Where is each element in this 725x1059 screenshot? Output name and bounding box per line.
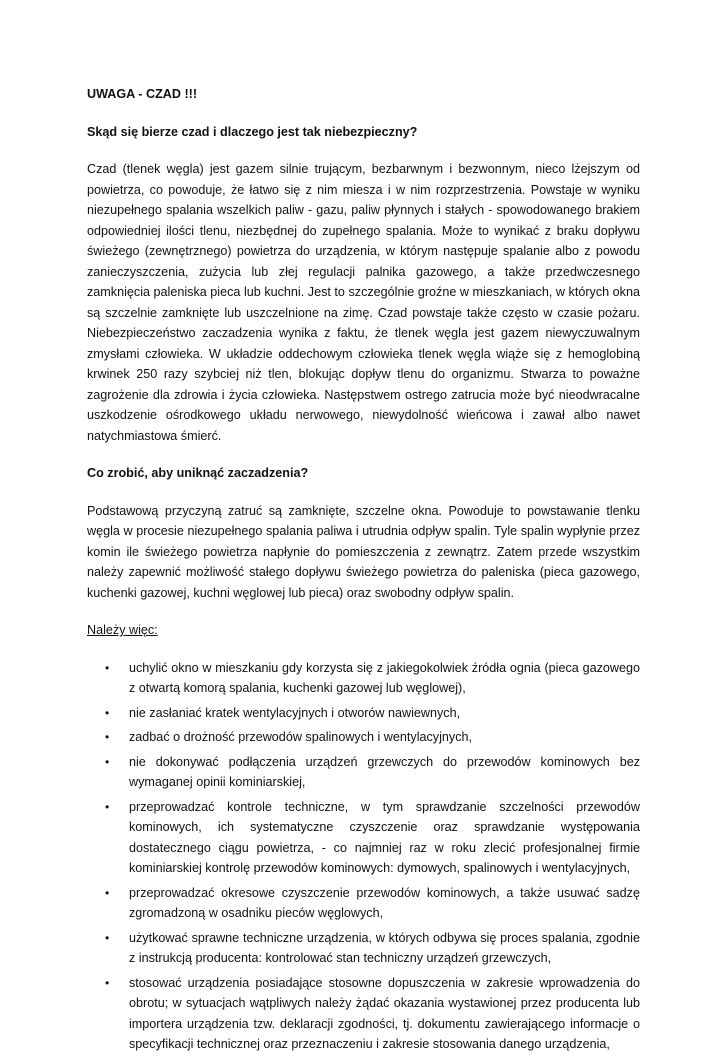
list-item xyxy=(87,703,640,724)
list-item xyxy=(87,658,640,699)
list-item-text: użytkować sprawne techniczne urządzenia, w których odbywa się proces spalania, zgodnie z instrukcją producenta: kontrolować stan techniczny urządzeń grzewczych, xyxy=(129,930,640,965)
document-title: UWAGA - CZAD !!! xyxy=(87,87,198,101)
list-item xyxy=(87,973,640,1055)
bullet-icon: • xyxy=(105,799,110,814)
section-heading-prevention: Co zrobić, aby uniknąć zaczadzenia? xyxy=(87,466,309,480)
list-item-text: zadbać o drożność przewodów spalinowych i wentylacyjnych, xyxy=(129,730,473,744)
list-item-text: uchylić okno w mieszkaniu gdy korzysta się z jakiegokolwiek źródła ognia (pieca gazowego z otwartą komorą spalania, kuchenki gazowej lub węglowej), xyxy=(129,660,640,695)
list-item xyxy=(87,797,640,879)
paragraph-prevention: Podstawową przyczyną zatruć są zamknięte, szczelne okna. Powoduje to powstawanie tlenku węgla w procesie niezupełnego spalania paliwa i utrudnia odpływ spalin. Tyle spalin wypłynie przez komin ile świeżego powietrza napłynie do pomieszczenia z zewnątrz. Zatem przede wszystkim należy zapewnić możliwość stałego dopływu świeżego powietrza do paleniska (pieca gazowego, kuchenki gazowej, kuchni węglowej lub pieca) oraz swobodny odpływ spalin. xyxy=(87,503,640,600)
bullet-icon: • xyxy=(105,705,110,720)
document-page xyxy=(87,84,640,1059)
bullet-icon: • xyxy=(105,975,110,990)
list-item-text: nie dokonywać podłączenia urządzeń grzewczych do przewodów kominowych bez wymaganej opinii kominiarskiej, xyxy=(129,754,640,789)
section-heading-origin: Skąd się bierze czad i dlaczego jest tak niebezpieczny? xyxy=(87,124,418,139)
bullet-icon: • xyxy=(105,730,110,744)
list-item-text: przeprowadzać kontrole techniczne, w tym sprawdzanie szczelności przewodów kominowych, ich systematyczne czyszczenie oraz sprawdzanie występowania dostatecznego ciągu powietrza, - co najmniej raz w roku zlecić profesjonalnej firmie kominiarskiej kontrolę przewodów kominowych: dymowych, spalinowych i wentylacyjnych, xyxy=(129,799,640,875)
recommendations-list xyxy=(87,658,640,1055)
list-item xyxy=(87,752,640,793)
list-item-text: stosować urządzenia posiadające stosowne dopuszczenia w zakresie wprowadzenia do obrotu; w sytuacjach wątpliwych należy żądać okazania wystawionej przez producenta lub importera urządzenia tzw. deklaracji zgodności, tj. dokumentu zawierającego informacje o specyfikacji technicznej oraz przeznaczeniu i zakresie stosowania danego urządzenia, xyxy=(129,975,640,1051)
bullet-icon: • xyxy=(105,660,110,675)
paragraph-co-description: Czad (tlenek węgla) jest gazem silnie trującym, bezbarwnym i bezwonnym, nieco lżejszym od powietrza, co powoduje, że łatwo się z nim miesza i w nim rozprzestrzenia. Powstaje w wyniku niezupełnego spalania wszelkich paliw - gazu, paliw płynnych i stałych - spowodowanego brakiem odpowiedniej ilości tlenu, niezbędnej do zupełnego spalania. Może to wynikać z braku dopływu świeżego (zewnętrznego) powietrza do urządzenia, w którym następuje spalanie albo z powodu zanieczyszczenia, zużycia lub złej regulacji palnika gazowego, a także przedwczesnego zamknięcia paleniska pieca lub kuchni. Jest to szczególnie groźne w mieszkaniach, w których okna są szczelnie zamknięte lub uszczelnione na zimę. Czad powstaje także często w czasie pożaru. Niebezpieczeństwo zaczadzenia wynika z faktu, że tlenek węgla jest gazem niewyczuwalnym zmysłami człowieka. W układzie oddechowym człowieka tlenek węgla wiąże się z hemoglobiną krwinek 250 razy szybciej niż tlen, blokując dopływ tlenu do organizmu. Stwarza to poważne zagrożenie dla zdrowia i życia człowieka. Następstwem ostrego zatrucia może być nieodwracalne uszkodzenie ośrodkowego układu nerwowego, niewydolność wieńcowa i zawał albo nawet natychmiastowa śmierć. xyxy=(87,162,640,443)
bullet-icon: • xyxy=(105,930,110,945)
bullet-icon: • xyxy=(105,885,110,900)
list-item-text: przeprowadzać okresowe czyszczenie przewodów kominowych, a także usuwać sadzę zgromadzoną w osadniku pieców węglowych, xyxy=(129,885,640,920)
bullet-icon: • xyxy=(105,754,110,769)
list-item xyxy=(87,928,640,969)
list-item xyxy=(87,727,640,748)
list-item xyxy=(87,883,640,924)
list-intro: Należy więc: xyxy=(87,623,158,637)
list-item-text: nie zasłaniać kratek wentylacyjnych i otworów nawiewnych, xyxy=(129,705,461,720)
